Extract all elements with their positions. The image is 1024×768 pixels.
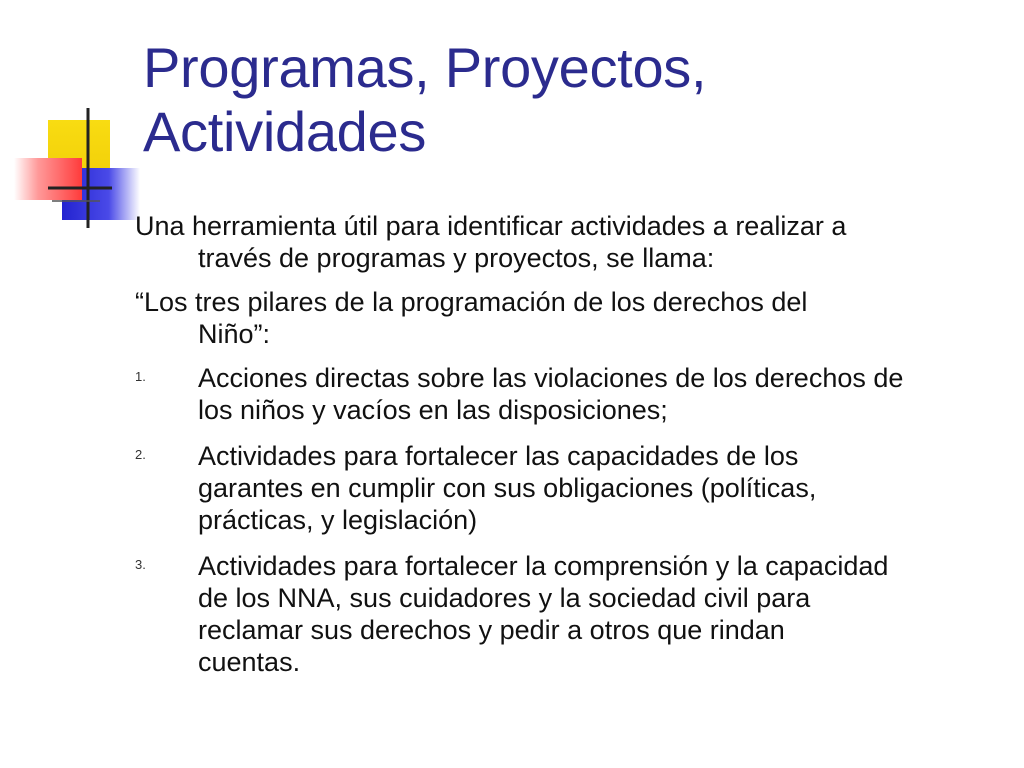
list-item xyxy=(135,550,975,678)
list-item-line: reclamar sus derechos y pedir a otros que rindan xyxy=(198,615,785,645)
list-item-line: cuentas. xyxy=(198,647,301,677)
list-item-line: los niños y vacíos en las disposiciones; xyxy=(198,395,668,425)
pillars-list xyxy=(135,362,975,678)
list-item-line: Acciones directas sobre las violaciones de los derechos de xyxy=(198,363,904,393)
slide-body xyxy=(135,210,975,692)
list-item-line: Actividades para fortalecer las capacidades de los xyxy=(198,441,799,471)
slide-title xyxy=(143,36,1003,164)
list-item-number: 3. xyxy=(135,557,146,572)
list-item xyxy=(135,440,975,536)
title-line-2: Actividades xyxy=(143,100,427,163)
intro-line-2: través de programas y proyectos, se llama: xyxy=(198,243,715,273)
list-item-number: 1. xyxy=(135,369,146,384)
list-item-line: de los NNA, sus cuidadores y la sociedad civil para xyxy=(198,583,811,613)
title-line-1: Programas, Proyectos, xyxy=(143,36,707,99)
list-item-line: garantes en cumplir con sus obligaciones (políticas, xyxy=(198,473,817,503)
red-square xyxy=(14,158,82,200)
list-item-number: 2. xyxy=(135,447,146,462)
list-item-line: prácticas, y legislación) xyxy=(198,505,478,535)
intro-paragraph xyxy=(135,210,975,274)
intro-line-1: Una herramienta útil para identificar actividades a realizar a xyxy=(135,211,847,241)
decorative-squares-logo xyxy=(0,100,150,230)
quote-line-1: “Los tres pilares de la programación de los derechos del xyxy=(135,287,808,317)
quote-paragraph xyxy=(135,286,975,350)
list-item-line: Actividades para fortalecer la comprensión y la capacidad xyxy=(198,551,889,581)
quote-line-2: Niño”: xyxy=(198,319,271,349)
list-item xyxy=(135,362,975,426)
